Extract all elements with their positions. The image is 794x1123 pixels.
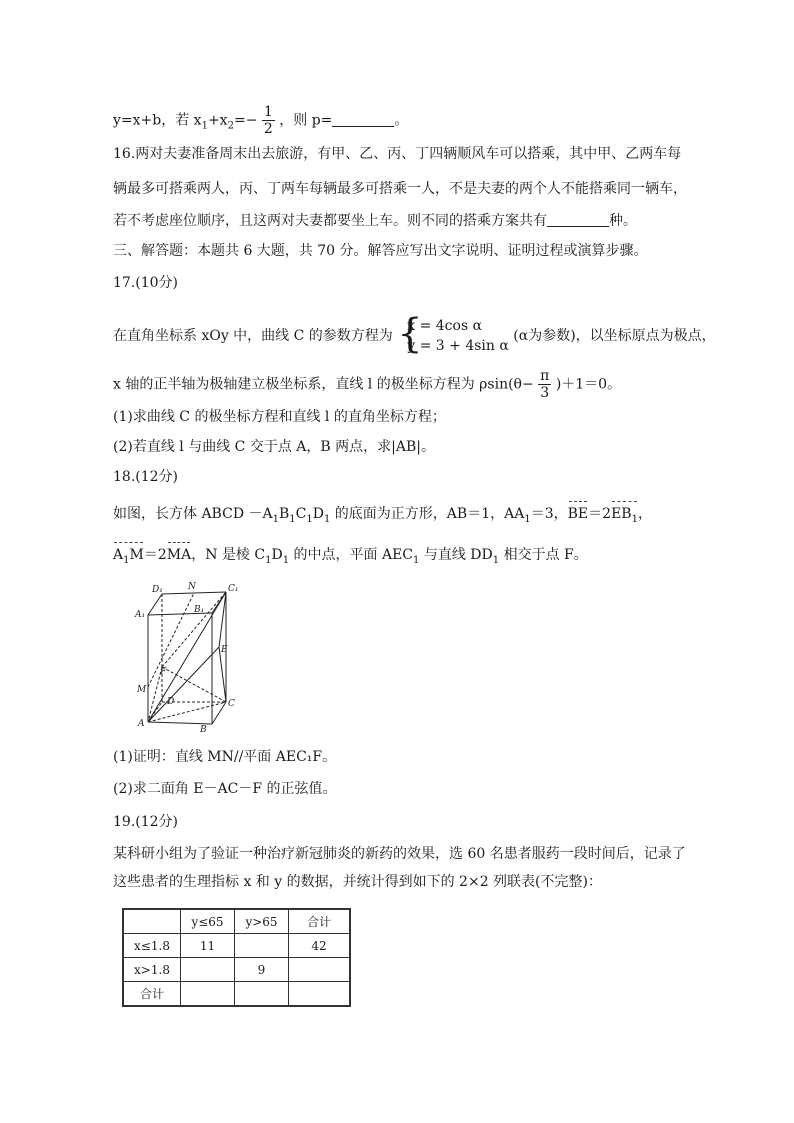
text: =− <box>233 112 258 129</box>
label-B: B <box>200 725 207 732</box>
table-cell: x≤1.8 <box>123 934 181 958</box>
line-FC1 <box>162 592 226 667</box>
table-row <box>123 982 350 1007</box>
label-F: F <box>160 667 167 677</box>
q19-line1: 某科研小组为了验证一种治疗新冠肺炎的新药的效果，选 60 名患者服药一段时间后，记录了 <box>113 846 686 862</box>
q16-line1: 16.两对夫妻准备周末出去旅游，有甲、乙、丙、丁四辆顺风车可以搭乘，其中甲、乙两车每 <box>113 146 682 162</box>
q17-line2: x 轴的正半轴为极轴建立极坐标系，直线 l 的极坐标方程为 ρsin(θ− $\frac{\pi}{3}$ )＋1＝0。 <box>113 368 622 401</box>
q18-part2: (2)求二面角 E－AC－F 的正弦值。 <box>113 781 337 797</box>
table-cell: y>65 <box>235 909 289 934</box>
label-D1: D₁ <box>152 585 163 595</box>
section-heading: 三、解答题：本题共 6 大题，共 70 分。解答应写出文字说明、证明过程或演算步骤。 <box>113 243 648 259</box>
q18-header: 18.(12分) <box>113 469 179 485</box>
label-A: A <box>138 719 145 729</box>
edge-A1D1 <box>148 594 162 615</box>
q15-answer-line: y=x+b，若 $x_1+x_2=-$ $\frac{1}{2}$ ，则 p= 。 <box>113 104 409 137</box>
edge-BC <box>212 702 226 724</box>
label-C: C <box>228 699 235 709</box>
table-cell <box>289 958 351 982</box>
table-cell <box>289 982 351 1007</box>
table-cell: 9 <box>235 958 289 982</box>
line-AE <box>148 647 219 722</box>
edge-AB <box>148 722 212 724</box>
table-cell: 合计 <box>289 909 351 934</box>
table-cell <box>181 982 235 1007</box>
answer-blank[interactable] <box>547 212 609 227</box>
table-cell <box>235 934 289 958</box>
label-E: E <box>221 645 228 655</box>
label-A1: A₁ <box>135 610 146 620</box>
vector-MA: MA <box>166 547 192 563</box>
label-D: D <box>167 697 175 707</box>
answer-blank[interactable] <box>332 112 394 127</box>
q16-line2: 辆最多可搭乘两人，丙、丁两车每辆最多可搭乘一人，不是夫妻的两个人不能搭乘同一辆车， <box>113 181 687 197</box>
fraction: $\frac{1}{2}$ <box>263 104 273 137</box>
label-N: N <box>188 582 196 592</box>
table-cell <box>235 982 289 1007</box>
table-row <box>123 934 350 958</box>
q17-line1: 在直角坐标系 xOy 中，曲线 C 的参数方程为 { x = 4cos α y = 3 + 4sin α (α为参数)，以坐标原点为极点， <box>113 311 716 357</box>
q17-part2: (2)若直线 l 与曲线 C 交于点 A，B 两点，求|AB|。 <box>113 439 435 455</box>
subscript: 1 <box>201 120 208 132</box>
table-cell: 42 <box>289 934 351 958</box>
parametric-system: { x = 4cos α y = 3 + 4sin α <box>397 311 509 357</box>
q18-line2: $A_1M=2MA$，N 是棱 $C_1D_1$ 的中点，平面 $AEC_1$ 与直线 $DD_1$ 相交于点 F。 <box>113 546 588 570</box>
q17-part1: (1)求曲线 C 的极坐标方程和直线 l 的直角坐标方程； <box>113 409 446 425</box>
table-cell: y≤65 <box>181 909 235 934</box>
line-MN <box>148 593 194 687</box>
label-C1: C₁ <box>228 584 239 594</box>
q18-line1: 如图，长方体 ABCD $-A_1B_1C_1D_1$ 的底面为正方形，AB＝1，$AA_1=3$，$BE=2EB_1$， <box>113 505 652 529</box>
q18-part1: (1)证明：直线 MN//平面 AEC₁F。 <box>113 749 337 765</box>
vector-EB1: $EB_1$ <box>611 505 638 529</box>
line-EC <box>219 647 226 702</box>
vector-A1M: $A_1M$ <box>113 546 144 570</box>
fraction: $\frac{\pi}{3}$ <box>540 368 550 401</box>
table-cell <box>123 909 181 934</box>
table-row <box>123 958 350 982</box>
text: y=x+b，若 x <box>113 112 202 129</box>
subscript: 2 <box>227 120 234 132</box>
q19-line2: 这些患者的生理指标 x 和 y 的数据，并统计得到如下的 2×2 列联表(不完整)： <box>113 874 602 890</box>
vector-BE: BE <box>567 506 589 522</box>
text: ，则 p= <box>279 112 333 129</box>
contingency-table <box>122 908 351 1007</box>
cuboid-figure <box>130 582 240 732</box>
edge-D1C1 <box>162 592 226 594</box>
label-B1: B₁ <box>194 605 205 615</box>
q16-line3: 若不考虑座位顺序，且这两对夫妻都要坐上车。则不同的搭乘方案共有 种。 <box>113 213 637 229</box>
table-cell: 11 <box>181 934 235 958</box>
table-cell: 合计 <box>123 982 181 1007</box>
text: +x <box>207 112 228 129</box>
table-cell: x>1.8 <box>123 958 181 982</box>
label-M: M <box>137 685 147 695</box>
table-cell <box>181 958 235 982</box>
table-header-row <box>123 909 350 934</box>
q19-header: 19.(12分) <box>113 814 179 830</box>
q17-header: 17.(10分) <box>113 275 179 291</box>
